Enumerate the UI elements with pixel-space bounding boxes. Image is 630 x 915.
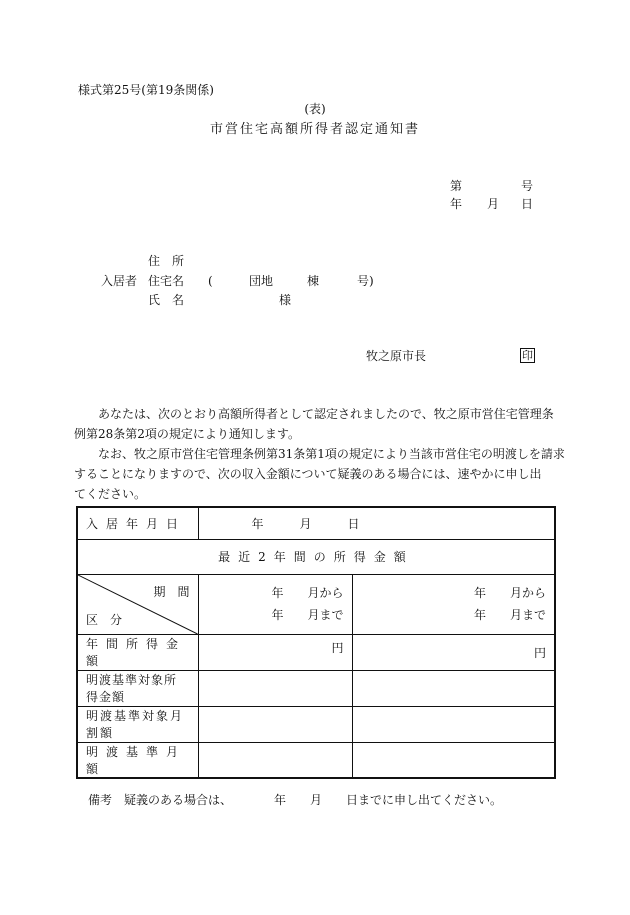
- move-in-label: 入居年月日: [77, 507, 198, 539]
- seal-mark: 印: [522, 349, 533, 362]
- period-col1: [198, 574, 352, 634]
- target-income-col2: [352, 670, 555, 706]
- doc-number-prefix: 第: [450, 179, 463, 193]
- table-row: [77, 634, 555, 670]
- form-side: (表): [304, 102, 326, 116]
- body-paragraph-1: [74, 404, 566, 444]
- period-label: 期 間: [153, 584, 190, 599]
- remarks: 備考 疑義のある場合は、 年 月 日までに申し出てください。: [88, 793, 503, 807]
- p2-line3: てください。: [74, 487, 147, 501]
- col1-to: 年 月まで: [271, 608, 344, 622]
- name-label: 氏 名: [148, 293, 185, 307]
- honorific: 様: [279, 293, 292, 307]
- table-row: [77, 539, 555, 574]
- yen-unit-1: 円: [198, 634, 352, 670]
- target-monthly-col1: [198, 706, 352, 742]
- monthly-standard-col2: [352, 742, 555, 778]
- p2-line2: することになりますので、次の収入金額について疑義のある場合には、速やかに申し出: [74, 467, 542, 481]
- table-row: [77, 507, 555, 539]
- target-income-col1: [198, 670, 352, 706]
- resident-label: 入居者: [101, 274, 138, 288]
- monthly-standard-label: 明渡基準月額: [77, 742, 198, 778]
- monthly-standard-col1: [198, 742, 352, 778]
- form-number: 様式第25号(第19条関係): [78, 83, 214, 97]
- housing-complex: 団地: [249, 274, 274, 288]
- period-category-cell: [77, 574, 198, 634]
- sender-name: 牧之原市長: [366, 349, 427, 363]
- yen-unit-2: 円: [352, 634, 555, 670]
- housing-label: 住宅名: [148, 274, 185, 288]
- p2-line1: なお、牧之原市営住宅管理条例第31条第1項の規定により当該市営住宅の明渡しを請求: [98, 447, 565, 461]
- housing-unit: 号): [357, 274, 374, 288]
- address-label: 住 所: [148, 254, 185, 268]
- col2-to: 年 月まで: [473, 608, 546, 622]
- annual-income-label: 年間所得金額: [77, 634, 198, 670]
- page-title: 市営住宅高額所得者認定通知書: [209, 122, 420, 137]
- table-row: [77, 670, 555, 706]
- date-day: 日: [521, 197, 534, 211]
- period-col2: [352, 574, 555, 634]
- housing-paren: (: [208, 274, 213, 288]
- p1-line2: 例第28条第2項の規定により通知します。: [74, 427, 300, 441]
- p1-line1: あなたは、次のとおり高額所得者として認定されましたので、牧之原市営住宅管理条: [98, 407, 554, 421]
- date-month: 月: [487, 197, 500, 211]
- table-row: [77, 706, 555, 742]
- recent-income-header: 最近2年間の所得金額: [77, 539, 555, 574]
- category-label: 区 分: [86, 612, 123, 627]
- date-year: 年: [450, 197, 463, 211]
- col1-from: 年 月から: [271, 586, 344, 600]
- table-row: [77, 742, 555, 778]
- col2-from: 年 月から: [473, 586, 546, 600]
- target-monthly-col2: [352, 706, 555, 742]
- doc-number-suffix: 号: [521, 179, 534, 193]
- table-row: [77, 574, 555, 634]
- target-income-label: 明渡基準対象所得金額: [77, 670, 198, 706]
- target-monthly-label: 明渡基準対象月割額: [77, 706, 198, 742]
- body-paragraph-2: [74, 444, 566, 504]
- income-table: [76, 506, 556, 779]
- housing-building: 棟: [307, 274, 320, 288]
- move-in-value: 年 月 日: [198, 507, 555, 539]
